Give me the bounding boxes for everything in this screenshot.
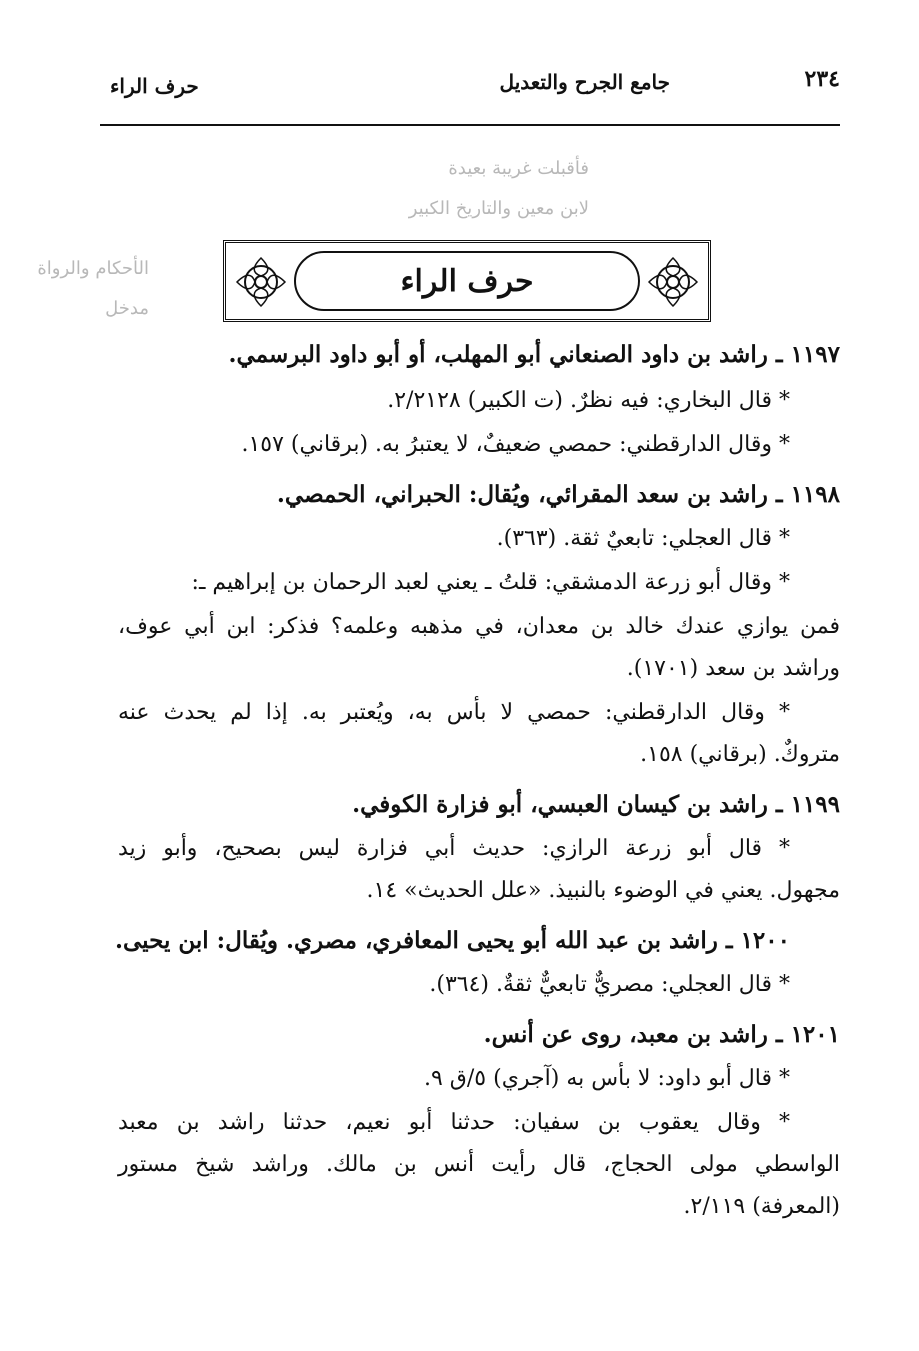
entry-text: * وقال الدارقطني: حمصي ضعيفٌ، لا يعتبرُ به. (برقاني) ١٥٧. bbox=[241, 432, 790, 457]
entry-text: * قال أبو زرعة الرازي: حديث أبي فزارة ليس بصحيح، وأبو زيد bbox=[118, 836, 790, 861]
entry-heading: ١٢٠١ ـ راشد بن معبد، روى عن أنس. bbox=[483, 1021, 840, 1048]
bleed-through-text: فأقبلت غريبة بعيدة bbox=[448, 158, 589, 179]
entry-text: * وقال الدارقطني: حمصي لا بأس به، ويُعتبر به. إذا لم يحدث عنه bbox=[118, 700, 790, 725]
running-header bbox=[110, 60, 840, 120]
entry-text: * قال أبو داود: لا بأس به (آجري) ٥/ق ٩. bbox=[423, 1066, 790, 1091]
entry-heading: ١١٩٨ ـ راشد بن سعد المقرائي، ويُقال: الحبراني، الحمصي. bbox=[276, 481, 840, 508]
entry-heading: ١٢٠٠ ـ راشد بن عبد الله أبو يحيى المعافري، مصري. ويُقال: ابن يحيى. bbox=[114, 927, 790, 954]
floral-ornament-icon bbox=[232, 253, 290, 311]
banner-cartouche bbox=[294, 251, 640, 311]
entry-text: متروكٌ. (برقاني) ١٥٨. bbox=[640, 742, 840, 767]
header-rule bbox=[100, 124, 840, 126]
entry-text: * وقال أبو زرعة الدمشقي: قلتُ ـ يعني لعبد الرحمان بن إبراهيم ـ: bbox=[191, 570, 790, 595]
chapter-banner bbox=[223, 240, 711, 322]
entry-text: (المعرفة) ٢/١١٩. bbox=[683, 1194, 840, 1219]
entry-text: وراشد بن سعد (١٧٠١). bbox=[626, 656, 840, 681]
entry-heading: ١١٩٩ ـ راشد بن كيسان العبسي، أبو فزارة الكوفي. bbox=[352, 791, 840, 818]
entry-text: * قال البخاري: فيه نظرٌ. (ت الكبير) ٢/٢١٢٨. bbox=[387, 388, 790, 413]
entry-text: * قال العجلي: مصريٌّ تابعيٌّ ثقةٌ. (٣٦٤). bbox=[429, 972, 790, 997]
chapter-title: حرف الراء bbox=[400, 263, 534, 299]
entry-text: * وقال يعقوب بن سفيان: حدثنا أبو نعيم، حدثنا راشد بن معبد bbox=[118, 1110, 790, 1135]
bleed-through-text: مدخل bbox=[105, 298, 149, 319]
book-title: جامع الجرح والتعديل bbox=[499, 70, 670, 94]
entry-text: فمن يوازي عندك خالد بن معدان، في مذهبه وعلمه؟ فذكر: ابن أبي عوف، bbox=[118, 614, 840, 639]
floral-ornament-icon bbox=[644, 253, 702, 311]
entry-heading: ١١٩٧ ـ راشد بن داود الصنعاني أبو المهلب، أو أبو داود البرسمي. bbox=[228, 341, 840, 368]
page-number: ٢٣٤ bbox=[804, 66, 840, 92]
section-name: حرف الراء bbox=[110, 74, 199, 98]
bleed-through-text: لابن معين والتاريخ الكبير bbox=[408, 198, 589, 219]
entry-text: الواسطي مولى الحجاج، قال رأيت أنس بن مالك. وراشد شيخ مستور bbox=[118, 1152, 840, 1177]
entry-text: * قال العجلي: تابعيٌ ثقة. (٣٦٣). bbox=[496, 526, 790, 551]
entry-text: مجهول. يعني في الوضوء بالنبيذ. «علل الحديث» ١٤. bbox=[366, 878, 840, 903]
bleed-through-text: الأحكام والرواة bbox=[37, 258, 149, 279]
